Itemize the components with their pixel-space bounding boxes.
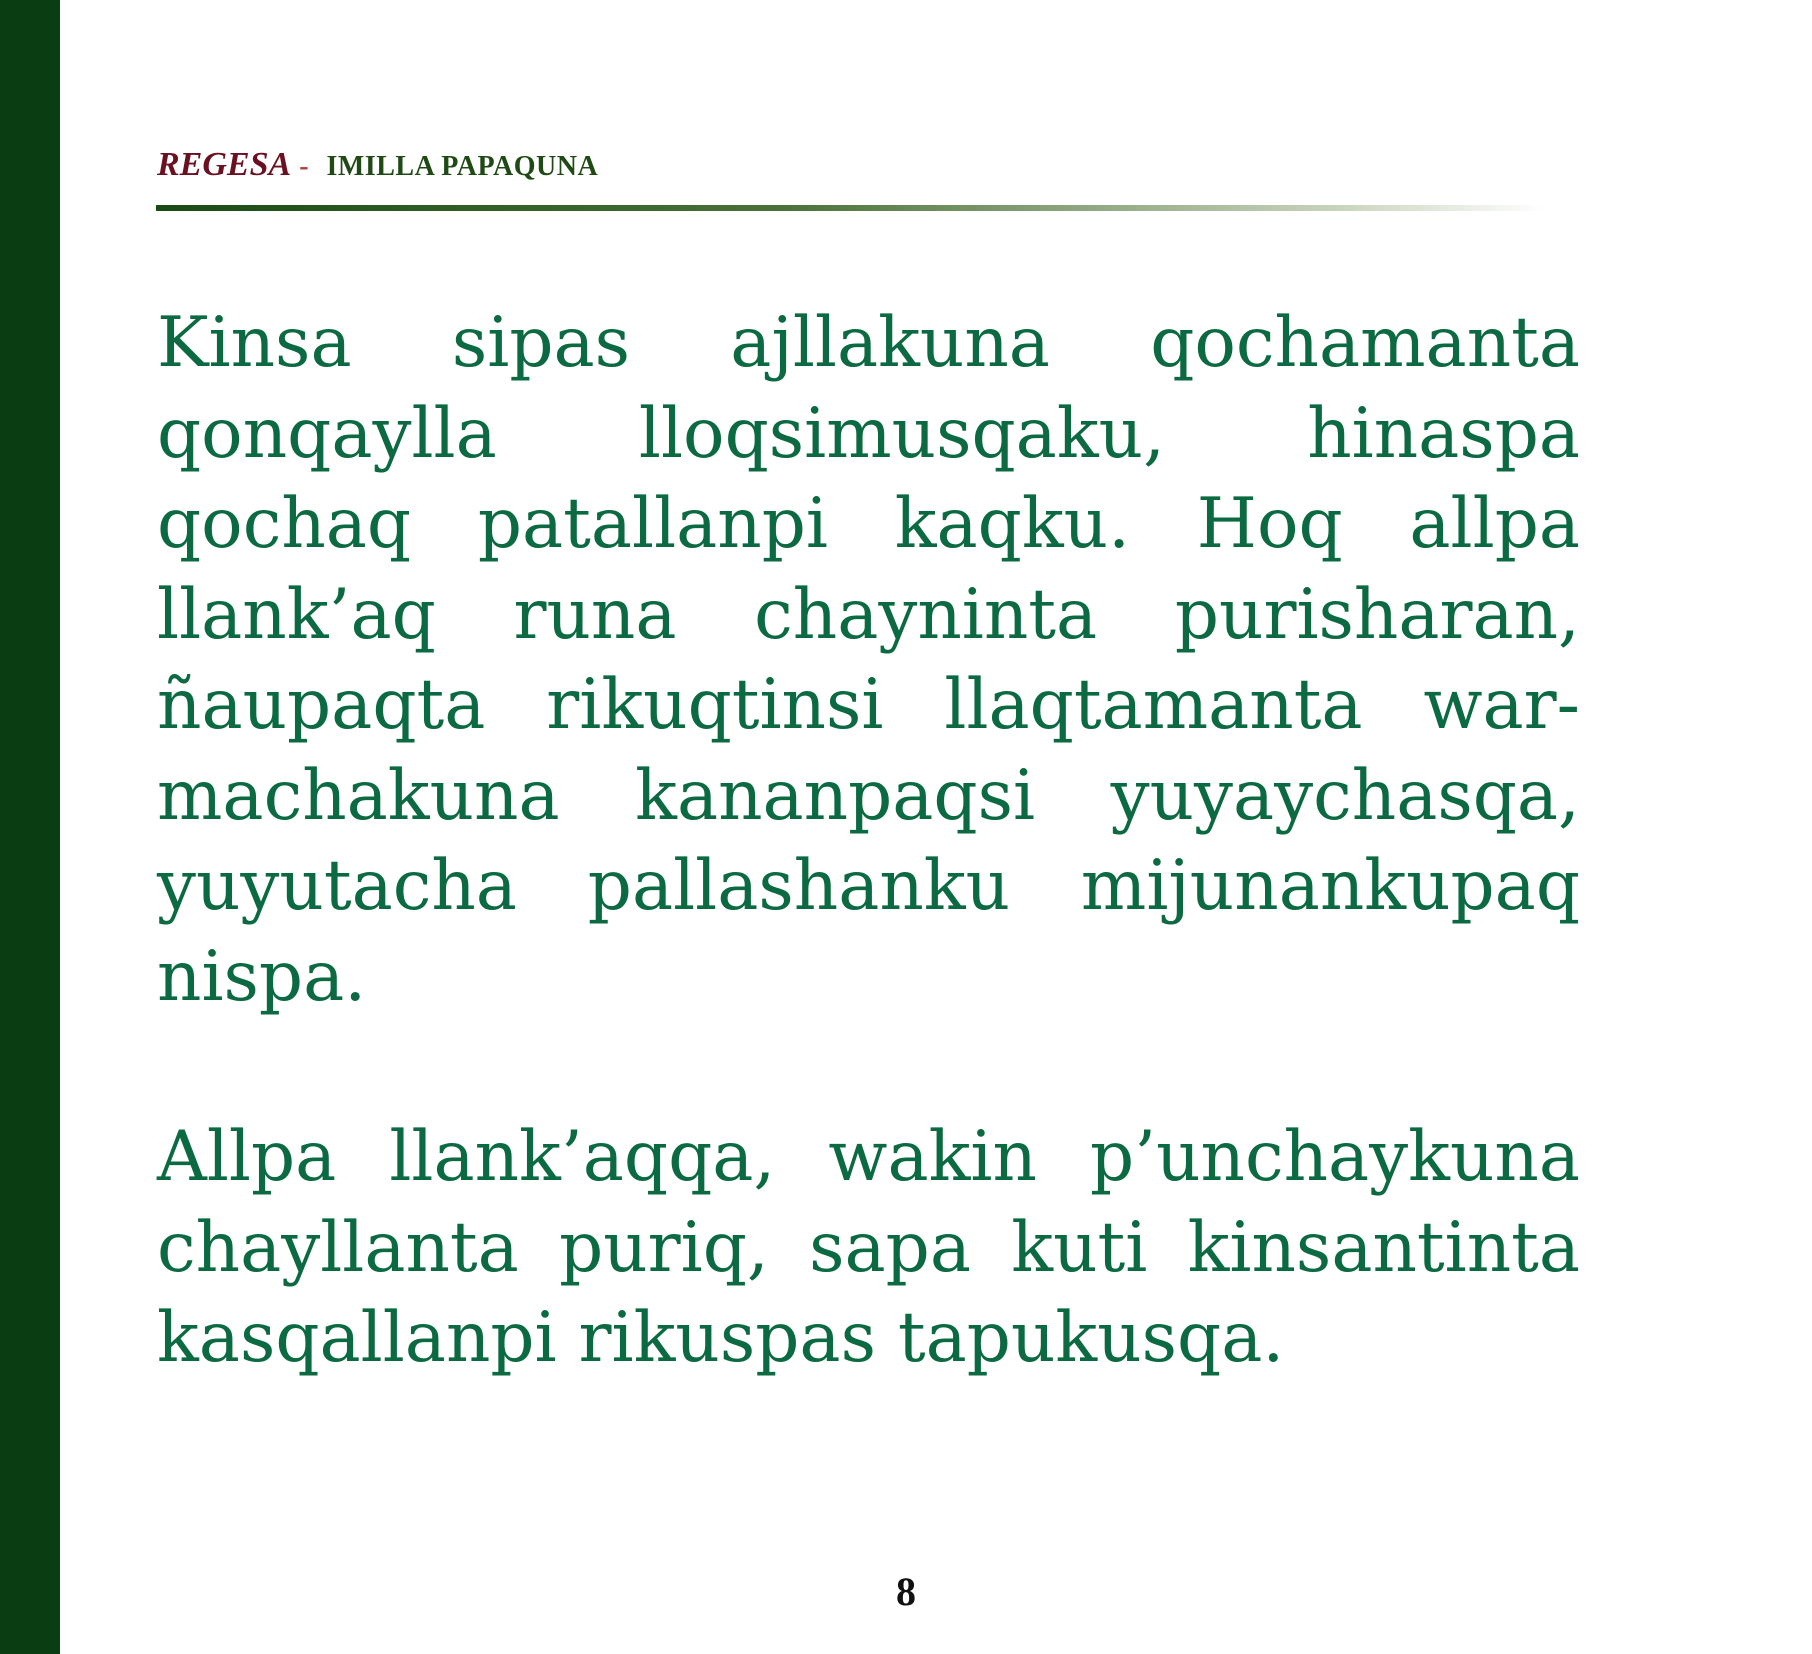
header-rule xyxy=(156,205,1546,211)
side-bar xyxy=(0,0,60,1654)
header-title: IMILLA PAPAQUNA xyxy=(326,151,599,182)
header-series: REGESA xyxy=(157,146,292,183)
header-separator: - xyxy=(299,151,309,182)
page-body xyxy=(157,298,1580,1384)
running-header xyxy=(157,146,598,186)
page-number: 8 xyxy=(896,1569,916,1614)
paragraph-1: Kinsa sipas ajllakuna qochamanta qonqaylla lloqsimusqaku, hinaspa qochaq patallanpi kaqku. Hoq allpa llank’aq runa chayninta purisharan, ñaupaqta rikuqtinsi llaqtamanta warmachakuna kananpaqsi yuyaychasqa, yuyutacha pallashanku mijunankupaq nispa. xyxy=(157,303,1580,1017)
paragraph-2: Allpa llank’aqqa, wakin p’unchaykuna chayllanta puriq, sapa kuti kinsantinta kasqallanpi rikuspas tapukusqa. xyxy=(157,1117,1580,1378)
